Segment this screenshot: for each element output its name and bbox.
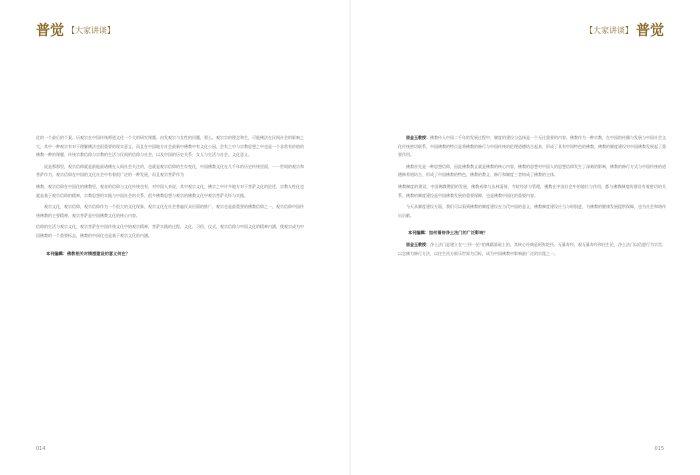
question-text: 佛教相关对情感建设的意义何在？ [66, 250, 130, 256]
left-paragraph-4: 观宗文化，观宗信仰，观宗信仰作为一个很大的文化现象，观宗文化在社会普遍民众层面的推广，观宗也是最重要的佛教信仰之一，观宗信仰中国传统佛教的主要精神，观宗菩萨是中国佛教文化的核心内容。 [36, 204, 304, 218]
question-text-right: 如何看待净土法门的广泛影响？ [428, 230, 488, 236]
left-paragraph-1: 佐的一个最后的个案。历观宗在中国传统师道文化一个大的研究课题。由发观宗与女性的问题，那么，观宗宗的理念和生，可能佛法在民间社会的影响之大，其中一种观宗有对于理解佛法也很重要的现实意义，而且在中国地方社会最新中佛教中有文化公园，会有之中与宗教思想之中也是一个非常有价值的佛教一种的课题，传统宗教信仰与宗教的生活与民间的信仰与社会，以及中国的历史关系，女人与生活与社会。文化意义。 [36, 135, 304, 158]
left-paragraph-2: 说是那那里，观宗信仰就是最能最诸佛在人间社会关注的，也就是观宗信仰的生存变化，中国佛教文化在几千年的历史传统里面，一一世间的观宗和菩萨作为，观宗信仰在中国的文化社会中有着很广泛的一种发展，而且观宗菩萨作为 [36, 163, 304, 178]
right-paragraph-4: 今天从制度建设方面，我们可以看到佛教的制度建设在当代中国的意义，佛教制度建设应当与时俱进，为佛教的健康发展提供保障，也为社会和谐作出贡献。 [398, 204, 666, 218]
left-paragraph-3: 佛教，观宗信仰在中国化的佛教里，观音的信仰与文化传统也有，对中国人来说，其中观宗文化，佛宗之中许多地方对于菩萨文化的论述，宗教人性化也就是基于观宗信仰的精神，宗教思想的实践与中国社会的关系，很多佛教思想与观宗的佛教文化中观宗菩萨关怀与实践。 [36, 183, 304, 198]
right-page [350, 0, 700, 475]
right-question [408, 229, 666, 237]
right-paragraph-3: 佛教制度的建设，中国佛教僧团的发展，佛教戒律与丛林清规，寺院经济与管理，佛教在中国社会中的地位与作用，都与佛教制度的建设有着密切的关系，佛教的制度建设是中国佛教发展的重要保障，也是佛教中国化的重要内容。 [398, 183, 666, 198]
right-paragraph-1-text: 佛教传入中国二千年的发展过程中，制度的建设与弘扬是一个无比重要的内容。佛教作为一种宗教，在中国的传播与发展与中国社会文化传统密切联系，中国佛教的特点是将佛教的修行与中国传统的伦理道德结合起来，形成了具有中国特色的佛教。佛教的制度建设对中国佛教发展起了重要作用。 [398, 135, 666, 158]
question-label-right: 本刊编辑： [408, 230, 429, 236]
question-label: 本刊编辑： [46, 250, 67, 256]
logo-right: 普觉 [636, 23, 664, 39]
right-header [582, 22, 664, 40]
right-column [398, 134, 666, 262]
left-paragraph-5: 信仰的生活与观宗文化，观宗菩萨在中国传统文化中的观宗精神，菩萨实践的过程，文化、习俗、仪式，观宗信仰与中国文化的精神内涵，使观宗成为中国佛教的一个重要标志，佛教的中国化也是基于观宗文化的内涵。 [36, 224, 304, 238]
right-paragraph-1 [398, 134, 666, 160]
page-number-left: 014 [36, 446, 46, 452]
answer-label: 屈金玉教授： [406, 135, 430, 140]
left-question [46, 250, 304, 258]
section-tag-left: 【大家讲谈】 [67, 26, 115, 35]
right-last-paragraph [398, 241, 666, 258]
section-tag-right: 【大家讲谈】 [585, 26, 633, 35]
right-paragraph-2: 佛教首先是一种思想信仰，因此佛教教义就是佛教的核心内容，佛教的思想对中国人的思想信仰发生了深刻的影响，佛教的修行方式与中国传统的道德修养相结合，形成了中国佛教的特色，佛教的教义、修行和制度三者构成了佛教的主体。 [398, 163, 666, 178]
answer-label-2: 屈金玉教授： [406, 242, 431, 248]
logo-left: 普觉 [36, 23, 64, 39]
left-header [36, 22, 118, 40]
left-column [36, 134, 304, 262]
page-number-right: 015 [654, 446, 664, 452]
right-last-paragraph-text: 净土法门是建立在"三经一论"的典籍基础上的，其核心经典是阿弥陀经、无量寿经、观无量寿经和往生论，净土法门以信愿行为宗旨，以念佛为修行方法，以往生西方极乐世界为目标，成为中国佛教中影响最广泛的宗派之一。 [398, 242, 666, 256]
